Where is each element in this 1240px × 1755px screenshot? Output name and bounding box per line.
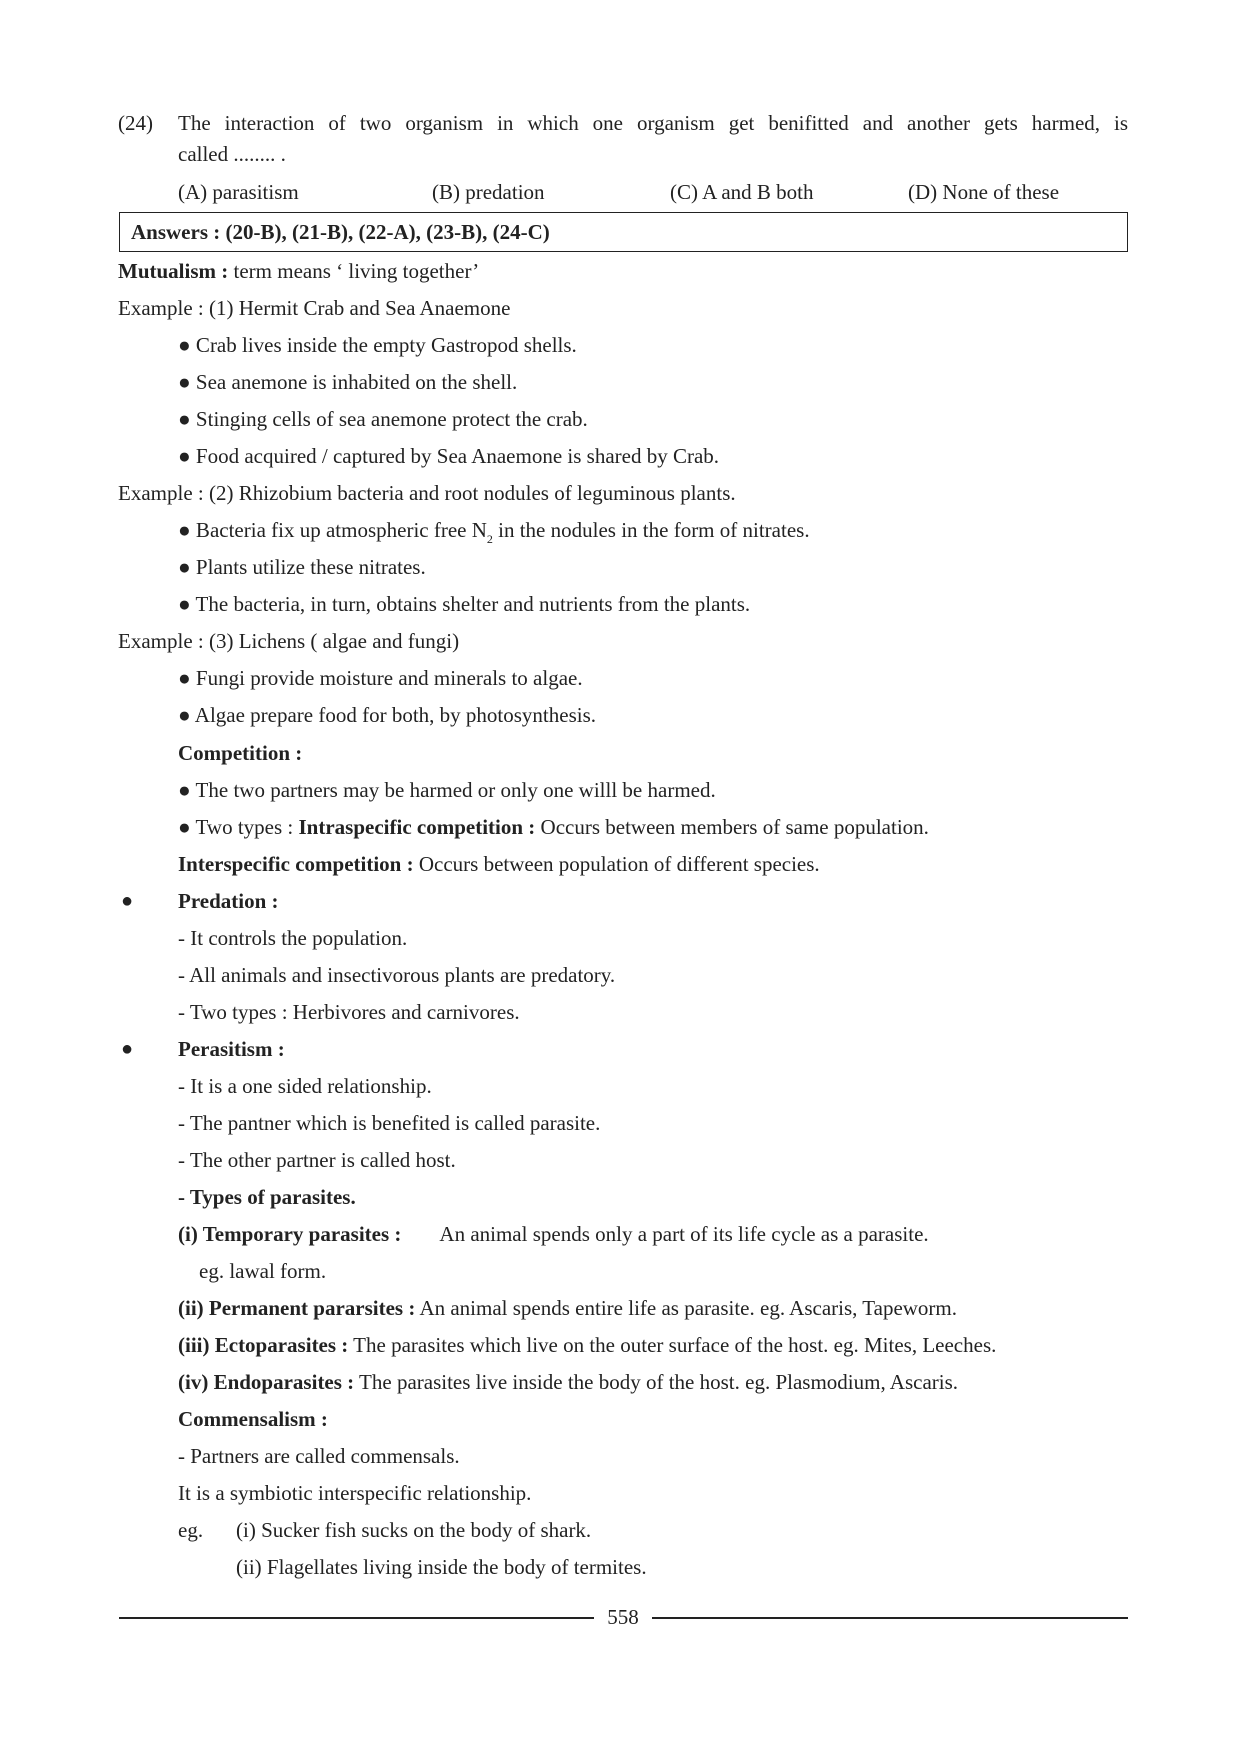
example-2-point: ● Plants utilize these nitrates.: [178, 555, 426, 579]
option-d: (D) None of these: [908, 180, 1060, 204]
bullet-icon: ●: [121, 890, 134, 912]
intraspecific-label: Intraspecific competition :: [298, 815, 536, 839]
subscript-2: 2: [486, 532, 493, 546]
temporary-parasites-label: (i) Temporary parasites :: [178, 1222, 402, 1246]
commensalism-heading: Commensalism :: [178, 1407, 328, 1431]
parasitism-point: - The other partner is called host.: [178, 1148, 456, 1172]
footer-rule-left: [119, 1617, 594, 1619]
mutualism-definition: term means ‘ living together’: [233, 259, 480, 283]
example-2-point: [178, 517, 810, 552]
permanent-parasites-text: An animal spends entire life as parasite. eg. Ascaris, Tapeworm.: [415, 1296, 958, 1320]
commensalism-point: It is a symbiotic interspecific relationship.: [178, 1481, 532, 1505]
permanent-parasites-line: [178, 1295, 957, 1321]
temporary-parasites-line: [178, 1221, 929, 1247]
example-2-title: Example : (2) Rhizobium bacteria and root nodules of leguminous plants.: [118, 481, 736, 505]
page-number: 558: [607, 1605, 639, 1629]
answers-text: Answers : (20-B), (21-B), (22-A), (23-B), (24-C): [131, 220, 550, 244]
ectoparasites-line: [178, 1332, 996, 1358]
ectoparasites-text: The parasites which live on the outer surface of the host. eg. Mites, Leeches.: [348, 1333, 997, 1357]
parasite-types-heading: - Types of parasites.: [178, 1185, 356, 1209]
option-b: (B) predation: [432, 180, 545, 204]
temporary-parasites-text: An animal spends only a part of its life cycle as a parasite.: [439, 1222, 929, 1246]
parasitism-point: - It is a one sided relationship.: [178, 1074, 432, 1098]
competition-heading: Competition :: [178, 741, 303, 765]
example-2-point: ● The bacteria, in turn, obtains shelter and nutrients from the plants.: [178, 592, 751, 616]
mutualism-heading: Mutualism :: [118, 259, 229, 283]
permanent-parasites-label: (ii) Permanent pararsites :: [178, 1296, 416, 1320]
question-text-cont: called ........ .: [178, 142, 286, 166]
example-1-title: Example : (1) Hermit Crab and Sea Anaemone: [118, 296, 511, 320]
competition-types-prefix: ● Two types :: [178, 815, 299, 839]
predation-point: - Two types : Herbivores and carnivores.: [178, 1000, 520, 1024]
bullet-icon: ●: [121, 1038, 134, 1060]
example-1-point: ● Food acquired / captured by Sea Anaemone is shared by Crab.: [178, 444, 720, 468]
example-3-point: ● Algae prepare food for both, by photosynthesis.: [178, 703, 597, 727]
example-3-point: ● Fungi provide moisture and minerals to algae.: [178, 666, 583, 690]
footer-rule-right: [652, 1617, 1128, 1619]
intraspecific-text: Occurs between members of same population.: [535, 815, 929, 839]
option-a: (A) parasitism: [178, 180, 299, 204]
predation-point: - It controls the population.: [178, 926, 408, 950]
interspecific-label: Interspecific competition :: [178, 852, 414, 876]
example-3-title: Example : (3) Lichens ( algae and fungi): [118, 629, 460, 653]
example-1-point: ● Crab lives inside the empty Gastropod shells.: [178, 333, 577, 357]
example-1-point: ● Sea anemone is inhabited on the shell.: [178, 370, 518, 394]
competition-point: ● The two partners may be harmed or only one willl be harmed.: [178, 778, 716, 802]
example-2-point-text: ● Bacteria fix up atmospheric free N: [178, 518, 487, 542]
parasitism-point: - The pantner which is benefited is called parasite.: [178, 1111, 601, 1135]
parasitism-heading: Perasitism :: [178, 1037, 285, 1061]
predation-point: - All animals and insectivorous plants are predatory.: [178, 963, 616, 987]
competition-types: [178, 814, 929, 840]
predation-heading: Predation :: [178, 889, 279, 913]
example-2-point-text-cont: in the nodules in the form of nitrates.: [492, 518, 810, 542]
interspecific-line: [178, 851, 820, 877]
example-1-point: ● Stinging cells of sea anemone protect the crab.: [178, 407, 588, 431]
interspecific-text: Occurs between population of different species.: [413, 852, 820, 876]
endoparasites-line: [178, 1369, 958, 1395]
question-text: The interaction of two organism in which one organism get benifitted and another gets harmed, is: [178, 111, 1128, 135]
mutualism-line: [118, 258, 479, 284]
ectoparasites-label: (iii) Ectoparasites :: [178, 1333, 349, 1357]
endoparasites-text: The parasites live inside the body of the host. eg. Plasmodium, Ascaris.: [354, 1370, 959, 1394]
endoparasites-label: (iv) Endoparasites :: [178, 1370, 355, 1394]
option-c: (C) A and B both: [670, 180, 814, 204]
commensalism-point: - Partners are called commensals.: [178, 1444, 460, 1468]
question-number: (24): [118, 111, 153, 135]
commensalism-eg-label: eg.: [178, 1518, 204, 1542]
commensalism-example: (ii) Flagellates living inside the body of termites.: [236, 1555, 647, 1579]
commensalism-example: (i) Sucker fish sucks on the body of shark.: [236, 1518, 592, 1542]
temporary-parasites-example: eg. lawal form.: [199, 1259, 327, 1283]
